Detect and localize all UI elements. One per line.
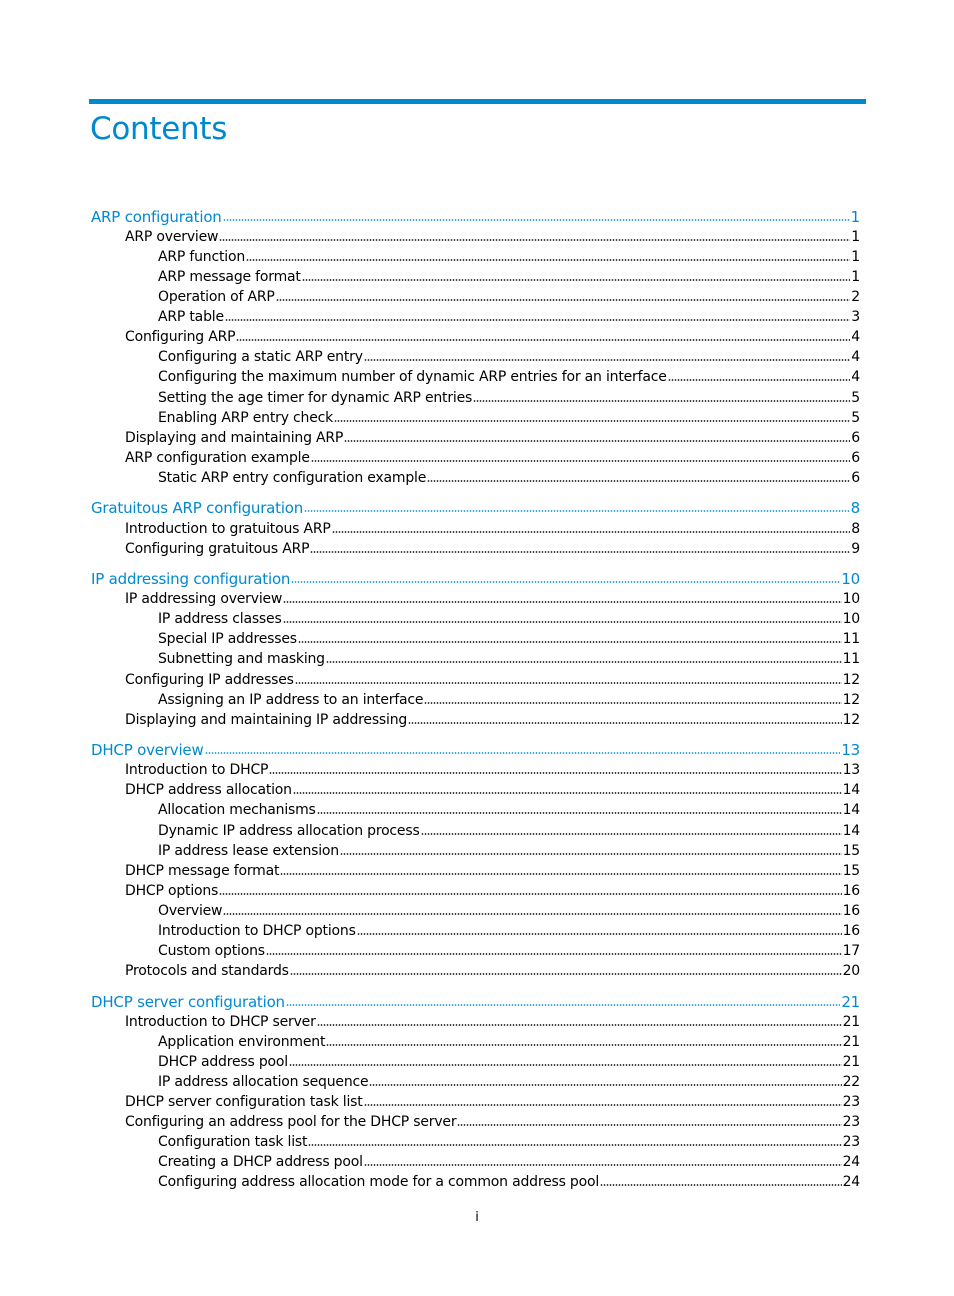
toc-entry-title: Protocols and standards [125, 963, 289, 979]
toc-entry-title: ARP configuration [91, 208, 222, 226]
toc-page-number: 15 [842, 863, 860, 879]
toc-leader-dots [286, 1004, 840, 1006]
page-number: i [475, 1210, 479, 1225]
page-title: Contents [90, 111, 228, 147]
toc-entry-title: ARP configuration example [125, 450, 310, 466]
toc-subsection[interactable] [158, 649, 860, 669]
toc-leader-dots [304, 510, 850, 512]
toc-page-number: 6 [851, 470, 860, 486]
toc-page-number: 10 [841, 570, 860, 588]
toc-leader-dots [668, 379, 851, 381]
toc-leader-dots [283, 621, 842, 623]
toc-page-number: 4 [851, 369, 860, 385]
toc-section[interactable] [125, 227, 860, 247]
toc-page-number: 17 [842, 943, 860, 959]
toc-page-number: 15 [842, 843, 860, 859]
toc-page-number: 13 [842, 762, 860, 778]
toc-leader-dots [364, 1164, 842, 1166]
toc-subsection[interactable] [158, 267, 860, 287]
toc-subsection[interactable] [158, 921, 860, 941]
toc-page-number: 1 [851, 269, 860, 285]
toc-entry-title: DHCP server configuration task list [125, 1094, 363, 1110]
toc-section[interactable] [125, 710, 860, 730]
toc-subsection[interactable] [158, 468, 860, 488]
toc-page-number: 24 [842, 1174, 860, 1190]
toc-subsection[interactable] [158, 821, 860, 841]
toc-subsection[interactable] [158, 609, 860, 629]
toc-leader-dots [298, 641, 842, 643]
toc-entry-title: Introduction to gratuitous ARP [125, 521, 331, 537]
toc-chapter[interactable] [91, 207, 860, 227]
toc-subsection[interactable] [158, 1152, 860, 1172]
toc-page-number: 14 [842, 823, 860, 839]
toc-section[interactable] [125, 961, 860, 981]
toc-page-number: 21 [842, 1014, 860, 1030]
toc-page-number: 8 [850, 499, 860, 517]
toc-section[interactable] [125, 327, 860, 347]
toc-entry-title: Configuring address allocation mode for a common address pool [158, 1174, 600, 1190]
toc-leader-dots [236, 339, 850, 341]
toc-subsection[interactable] [158, 841, 860, 861]
toc-entry-title: DHCP overview [91, 741, 204, 759]
toc-leader-dots [295, 682, 842, 684]
toc-page-number: 20 [842, 963, 860, 979]
toc-entry-title: Displaying and maintaining ARP [125, 430, 344, 446]
toc-page-number: 21 [842, 1034, 860, 1050]
toc-page-number: 4 [851, 349, 860, 365]
toc-chapter[interactable] [91, 740, 860, 760]
toc-page-number: 16 [842, 903, 860, 919]
toc-section[interactable] [125, 1092, 860, 1112]
toc-chapter[interactable] [91, 992, 860, 1012]
toc-leader-dots [317, 1024, 842, 1026]
toc-section[interactable] [125, 428, 860, 448]
toc-leader-dots [317, 812, 842, 814]
toc-page-number: 21 [841, 993, 860, 1011]
toc-entry-title: Configuring the maximum number of dynamic ARP entries for an interface [158, 369, 667, 385]
toc-subsection[interactable] [158, 1052, 860, 1072]
toc-subsection[interactable] [158, 1132, 860, 1152]
toc-section[interactable] [125, 861, 860, 881]
toc-leader-dots [427, 480, 850, 482]
toc-entry-title: DHCP address pool [158, 1054, 288, 1070]
toc-entry-title: Enabling ARP entry check [158, 410, 334, 426]
toc-leader-dots [311, 460, 851, 462]
toc-page-number: 1 [851, 229, 860, 245]
toc-subsection[interactable] [158, 1032, 860, 1052]
toc-page-number: 14 [842, 782, 860, 798]
toc-leader-dots [364, 1104, 842, 1106]
toc-leader-dots [223, 913, 841, 915]
toc-subsection[interactable] [158, 629, 860, 649]
toc-subsection[interactable] [158, 408, 860, 428]
toc-entry-title: Configuring IP addresses [125, 672, 294, 688]
toc-entry-title: Displaying and maintaining IP addressing [125, 712, 408, 728]
toc-leader-dots [600, 1184, 842, 1186]
toc-entry-title: Static ARP entry configuration example [158, 470, 427, 486]
toc-page-number: 22 [842, 1074, 860, 1090]
toc-chapter[interactable] [91, 498, 860, 518]
toc-leader-dots [473, 400, 850, 402]
toc-leader-dots [302, 279, 851, 281]
toc-entry-title: Introduction to DHCP server [125, 1014, 316, 1030]
toc-entry-title: Configuring ARP [125, 329, 236, 345]
toc-entry-title: Setting the age timer for dynamic ARP entries [158, 390, 473, 406]
toc-entry-title: Introduction to DHCP [125, 762, 269, 778]
toc-entry-title: Configuring gratuitous ARP [125, 541, 310, 557]
toc-leader-dots [291, 581, 840, 583]
toc-entry-title: IP address lease extension [158, 843, 339, 859]
toc-page-number: 4 [851, 329, 860, 345]
toc-entry-title: IP addressing overview [125, 591, 283, 607]
toc-section[interactable] [125, 589, 860, 609]
toc-page-number: 16 [842, 883, 860, 899]
toc-entry-title: ARP message format [158, 269, 301, 285]
toc-page-number: 14 [842, 802, 860, 818]
toc-entry-title: Dynamic IP address allocation process [158, 823, 420, 839]
toc-page-number: 11 [842, 651, 860, 667]
toc-leader-dots [290, 973, 842, 975]
toc-page-number: 23 [842, 1114, 860, 1130]
toc-page-number: 6 [851, 450, 860, 466]
toc-subsection[interactable] [158, 388, 860, 408]
toc-leader-dots [293, 792, 842, 794]
toc-entry-title: IP address allocation sequence [158, 1074, 369, 1090]
toc-leader-dots [457, 1124, 841, 1126]
toc-entry-title: Application environment [158, 1034, 326, 1050]
toc-section[interactable] [125, 780, 860, 800]
toc-entry-title: Operation of ARP [158, 289, 275, 305]
toc-leader-dots [334, 420, 850, 422]
toc-entry-title: ARP table [158, 309, 224, 325]
toc-leader-dots [421, 833, 842, 835]
toc-leader-dots [269, 772, 841, 774]
toc-page-number: 8 [851, 521, 860, 537]
toc-subsection[interactable] [158, 287, 860, 307]
toc-page-number: 21 [842, 1054, 860, 1070]
toc-page-number: 2 [851, 289, 860, 305]
toc-leader-dots [205, 752, 841, 754]
toc-page-number: 9 [851, 541, 860, 557]
toc-page-number: 10 [842, 611, 860, 627]
toc-page-number: 12 [842, 712, 860, 728]
toc-leader-dots [344, 440, 850, 442]
toc-subsection[interactable] [158, 247, 860, 267]
toc-page-number: 23 [842, 1094, 860, 1110]
toc-entry-title: Configuring a static ARP entry [158, 349, 363, 365]
toc-leader-dots [276, 299, 851, 301]
toc-entry-title: Subnetting and masking [158, 651, 325, 667]
toc-leader-dots [408, 722, 842, 724]
toc-subsection[interactable] [158, 347, 860, 367]
toc-leader-dots [326, 661, 842, 663]
toc-entry-title: Assigning an IP address to an interface [158, 692, 424, 708]
toc-page-number: 11 [842, 631, 860, 647]
toc-entry-title: Special IP addresses [158, 631, 297, 647]
toc-entry-title: Gratuitous ARP configuration [91, 499, 304, 517]
toc-page-number: 10 [842, 591, 860, 607]
toc-page-number: 1 [851, 249, 860, 265]
toc-subsection[interactable] [158, 690, 860, 710]
toc-entry-title: ARP function [158, 249, 245, 265]
toc-section[interactable] [125, 519, 860, 539]
toc-entry-title: Configuration task list [158, 1134, 308, 1150]
toc-leader-dots [308, 1144, 841, 1146]
toc-page-number: 5 [851, 410, 860, 426]
toc-entry-title: DHCP options [125, 883, 219, 899]
toc-page-number: 16 [842, 923, 860, 939]
toc-leader-dots [246, 259, 850, 261]
toc-leader-dots [310, 551, 850, 553]
toc-entry-title: DHCP server configuration [91, 993, 285, 1011]
toc-leader-dots [369, 1084, 841, 1086]
toc-entry-title: Allocation mechanisms [158, 802, 316, 818]
toc-subsection[interactable] [158, 941, 860, 961]
toc-leader-dots [266, 953, 842, 955]
toc-section[interactable] [125, 1012, 860, 1032]
toc-subsection[interactable] [158, 367, 860, 387]
toc-leader-dots [283, 601, 841, 603]
toc-section[interactable] [125, 448, 860, 468]
toc-leader-dots [219, 239, 850, 241]
toc-section[interactable] [125, 760, 860, 780]
toc-page-number: 3 [851, 309, 860, 325]
toc-page-number: 23 [842, 1134, 860, 1150]
toc-leader-dots [223, 219, 850, 221]
toc-entry-title: Creating a DHCP address pool [158, 1154, 363, 1170]
toc-subsection[interactable] [158, 1072, 860, 1092]
toc-page-number: 12 [842, 672, 860, 688]
toc-entry-title: DHCP message format [125, 863, 280, 879]
toc-entry-title: Overview [158, 903, 223, 919]
toc-leader-dots [357, 933, 842, 935]
toc-entry-title: ARP overview [125, 229, 219, 245]
toc-entry-title: DHCP address allocation [125, 782, 292, 798]
toc-page-number: 5 [851, 390, 860, 406]
toc-subsection[interactable] [158, 800, 860, 820]
toc-subsection[interactable] [158, 307, 860, 327]
toc-leader-dots [219, 893, 841, 895]
toc-section[interactable] [125, 670, 860, 690]
toc-page-number: 6 [851, 430, 860, 446]
toc-entry-title: Introduction to DHCP options [158, 923, 356, 939]
toc-leader-dots [340, 853, 842, 855]
toc-leader-dots [332, 531, 851, 533]
toc-section[interactable] [125, 881, 860, 901]
toc-entry-title: IP addressing configuration [91, 570, 291, 588]
toc-page-number: 1 [850, 208, 860, 226]
toc-page-number: 12 [842, 692, 860, 708]
toc-subsection[interactable] [158, 1172, 860, 1192]
toc-entry-title: Custom options [158, 943, 265, 959]
toc-leader-dots [289, 1064, 842, 1066]
toc-leader-dots [364, 359, 851, 361]
toc-leader-dots [326, 1044, 841, 1046]
toc-page-number: 24 [842, 1154, 860, 1170]
toc-entry-title: Configuring an address pool for the DHCP server [125, 1114, 457, 1130]
toc-section[interactable] [125, 1112, 860, 1132]
toc-leader-dots [424, 702, 841, 704]
toc-leader-dots [280, 873, 841, 875]
toc-entry-title: IP address classes [158, 611, 282, 627]
toc-section[interactable] [125, 539, 860, 559]
toc-subsection[interactable] [158, 901, 860, 921]
toc-leader-dots [225, 319, 850, 321]
toc-chapter[interactable] [91, 569, 860, 589]
toc-page-number: 13 [841, 741, 860, 759]
